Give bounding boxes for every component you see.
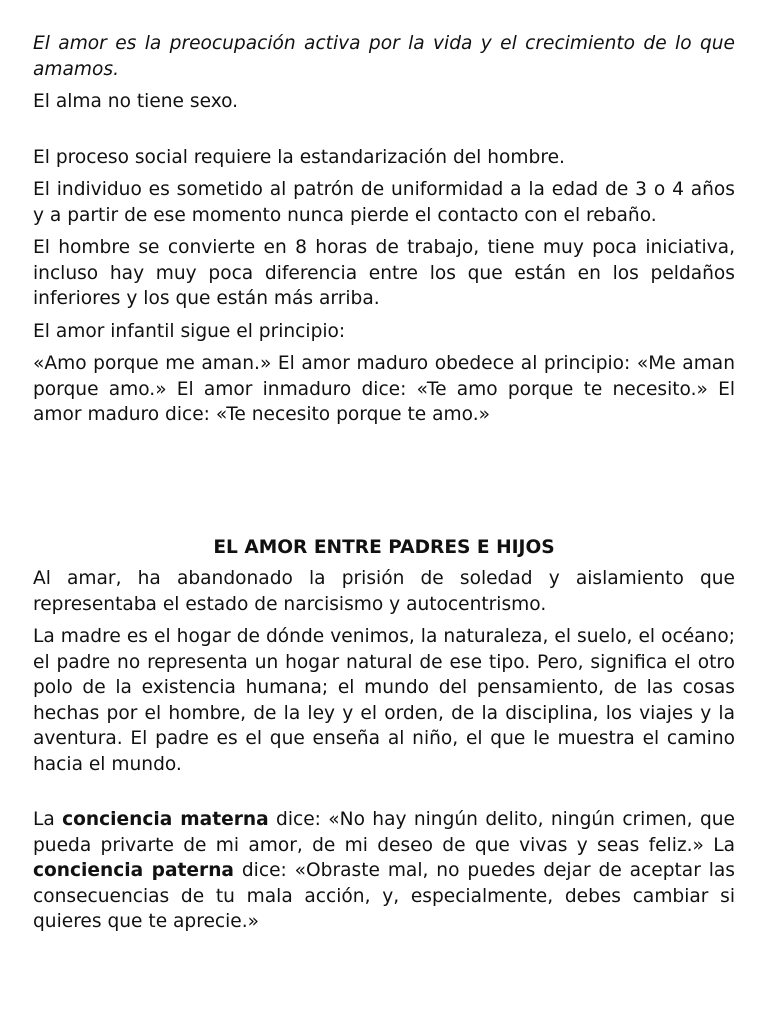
quote-love-definition: El amor es la preocupación activa por la vida y el crecimiento de lo que amamos. — [33, 33, 735, 80]
paragraph-soul: El alma no tiene sexo. — [33, 91, 239, 112]
maternal-conscience-term: conciencia materna — [62, 809, 269, 830]
paragraph-mature-love: «Amo porque me aman.» El amor maduro obedece al principio: «Me aman porque amo.» El amor inmaduro dice: «Te amo porque te necesito.» El amor maduro dice: «Te necesito porque te amo.» — [33, 353, 735, 425]
paragraph-social-process: El proceso social requiere la estandarización del hombre. — [33, 146, 565, 168]
paragraph-individual: El individuo es sometido al patrón de uniformidad a la edad de 3 o 4 años y a partir de ese momento nunca pierde el contacto con el rebaño. — [33, 179, 735, 226]
paragraph-loving: Al amar, ha abandonado la prisión de soledad y aislamiento que representaba el estado de narcisismo y autocentrismo. — [33, 568, 735, 615]
paragraph-work: El hombre se convierte en 8 horas de trabajo, tiene muy poca iniciativa, incluso hay muy poca diferencia entre los que están en los peldaños inferiores y los que están más arriba. — [33, 237, 735, 309]
conscience-text-2: dice: «No hay ningún delito, ningún crimen, que pueda privarte de mi amor, de mi deseo de que vivas y seas feliz.» La — [33, 809, 735, 856]
paternal-conscience-term: conciencia paterna — [33, 860, 234, 881]
paragraph-infantile-love: El amor infantil sigue el principio: — [33, 320, 346, 342]
document-page — [33, 31, 735, 942]
paragraph-mother-father: La madre es el hogar de dónde venimos, la naturaleza, el suelo, el océano; el padre no representa un hogar natural de ese tipo. Pero, significa el otro polo de la existencia humana; el mundo del pensamiento, de las cosas hechas por el hombre, de la ley y el orden, de la disciplina, los viajes y la aventura. El padre es el que enseña al niño, el que le muestra el camino hacia el mundo. — [33, 626, 735, 775]
paragraph-conscience — [33, 807, 735, 935]
conscience-text-3: dice: «Obraste mal, no puedes dejar de aceptar las consecuencias de tu mala acción, y, especialmente, debes cambiar si quieres que te aprecie.» — [33, 860, 735, 932]
conscience-text-1: La — [33, 809, 63, 830]
section-heading: EL AMOR ENTRE PADRES E HIJOS — [213, 536, 555, 558]
